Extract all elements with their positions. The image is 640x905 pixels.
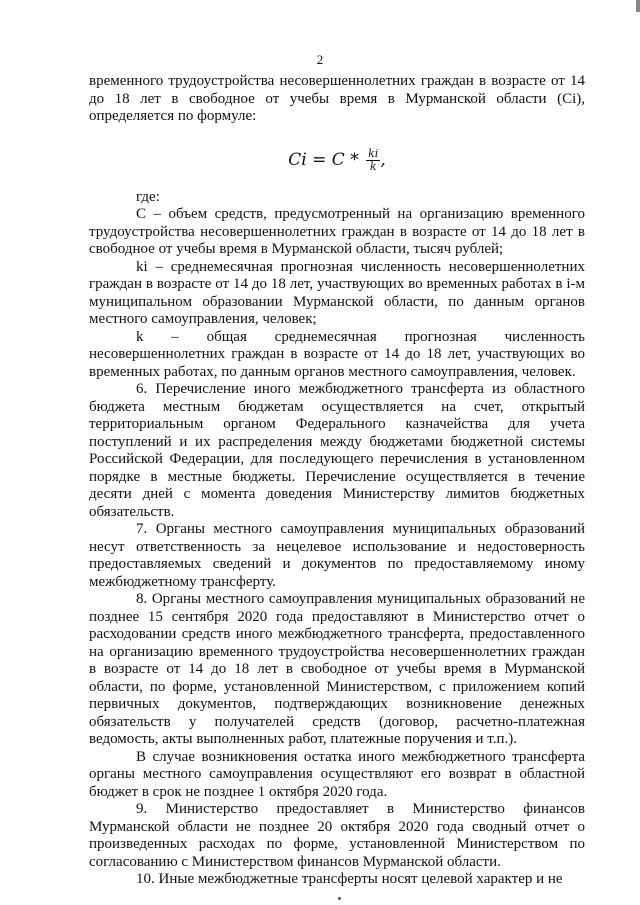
formula-lhs: Ci: [288, 149, 307, 170]
formula-c: C: [331, 149, 345, 170]
formula-numerator: ki: [368, 146, 379, 160]
formula-equals: =: [306, 149, 332, 170]
formula-operator: *: [344, 149, 365, 170]
definition-c: С – объем средств, предусмотренный на организацию временного трудоустройства несовершеннолетних граждан в возрасте от 14 до 18 лет в свободное от учебы время в Мурманской области, тысяч рублей;: [89, 206, 585, 257]
scan-dot: [338, 897, 341, 900]
formula-denominator: k: [369, 159, 377, 173]
paragraph-10: 10. Иные межбюджетные трансферты носят целевой характер и не: [136, 871, 563, 887]
definition-k: k – общая среднемесячная прогнозная численность несовершеннолетних граждан в возрасте от 14 до 18 лет, участвующих во временных работах, по данным органов местного самоуправления, человек.: [89, 328, 585, 380]
page-number: 2: [316, 52, 324, 67]
formula-fraction: [366, 148, 380, 173]
paragraph-remainder: В случае возникновения остатка иного межбюджетного трансферта органы местного самоуправления осуществляют его возврат в областной бюджет в срок не позднее 1 октября 2020 года.: [89, 748, 585, 800]
formula: [89, 148, 585, 173]
paragraph-8: 8. Органы местного самоуправления муниципальных образований не позднее 15 сентября 2020 года предоставляют в Министерство отчет о расходовании средств иного межбюджетного трансферта, предоставленного на организацию временного трудоустройства несовершеннолетних граждан в возрасте от 14 до 18 лет в свободное от учебы время в Мурманской области, по форме, установленной Министерством, с приложением копий первичных документов, подтверждающих возникновение денежных обязательств у получателей средств (договор, расчетно-платежная ведомость, акты выполненных работ, платежные поручения и т.п.).: [89, 591, 585, 747]
paragraph-9: 9. Министерство предоставляет в Министерство финансов Мурманской области не позднее 20 октября 2020 года сводный отчет о произведенных расходах по форме, установленной Министерством по согласованию с Министерством финансов Мурманской области.: [89, 801, 585, 870]
formula-tail: ,: [380, 149, 386, 170]
intro-paragraph: временного трудоустройства несовершеннолетних граждан в возрасте от 14 до 18 лет в свободное от учебы время в Мурманской области (Ci), определяется по формуле:: [89, 73, 585, 124]
where-label: где:: [136, 188, 160, 205]
document-body: [89, 73, 585, 889]
paragraph-6: 6. Перечисление иного межбюджетного трансферта из областного бюджета местным бюджетам осуществляется на счет, открытый территориальным органом Федерального казначейства для учета поступлений и их распределения между бюджетами бюджетной системы Российской Федерации, для последующего перечисления в установленном порядке в местные бюджеты. Перечисление осуществляется в течение десяти дней с момента доведения Министерству лимитов бюджетных обязательств.: [89, 381, 585, 520]
paragraph-7: 7. Органы местного самоуправления муниципальных образований несут ответственность за нецелевое использование и недостоверность предоставляемых сведений и документов по предоставляемому иному межбюджетному трансферту.: [89, 521, 585, 590]
scan-edge-mark: [636, 0, 640, 12]
definition-ki: ki – среднемесячная прогнозная численность несовершеннолетних граждан в возрасте от 14 до 18 лет, участвующих во временных работах в i-м муниципальном образовании Мурманской области, по данным органов местного самоуправления, человек;: [89, 258, 585, 327]
